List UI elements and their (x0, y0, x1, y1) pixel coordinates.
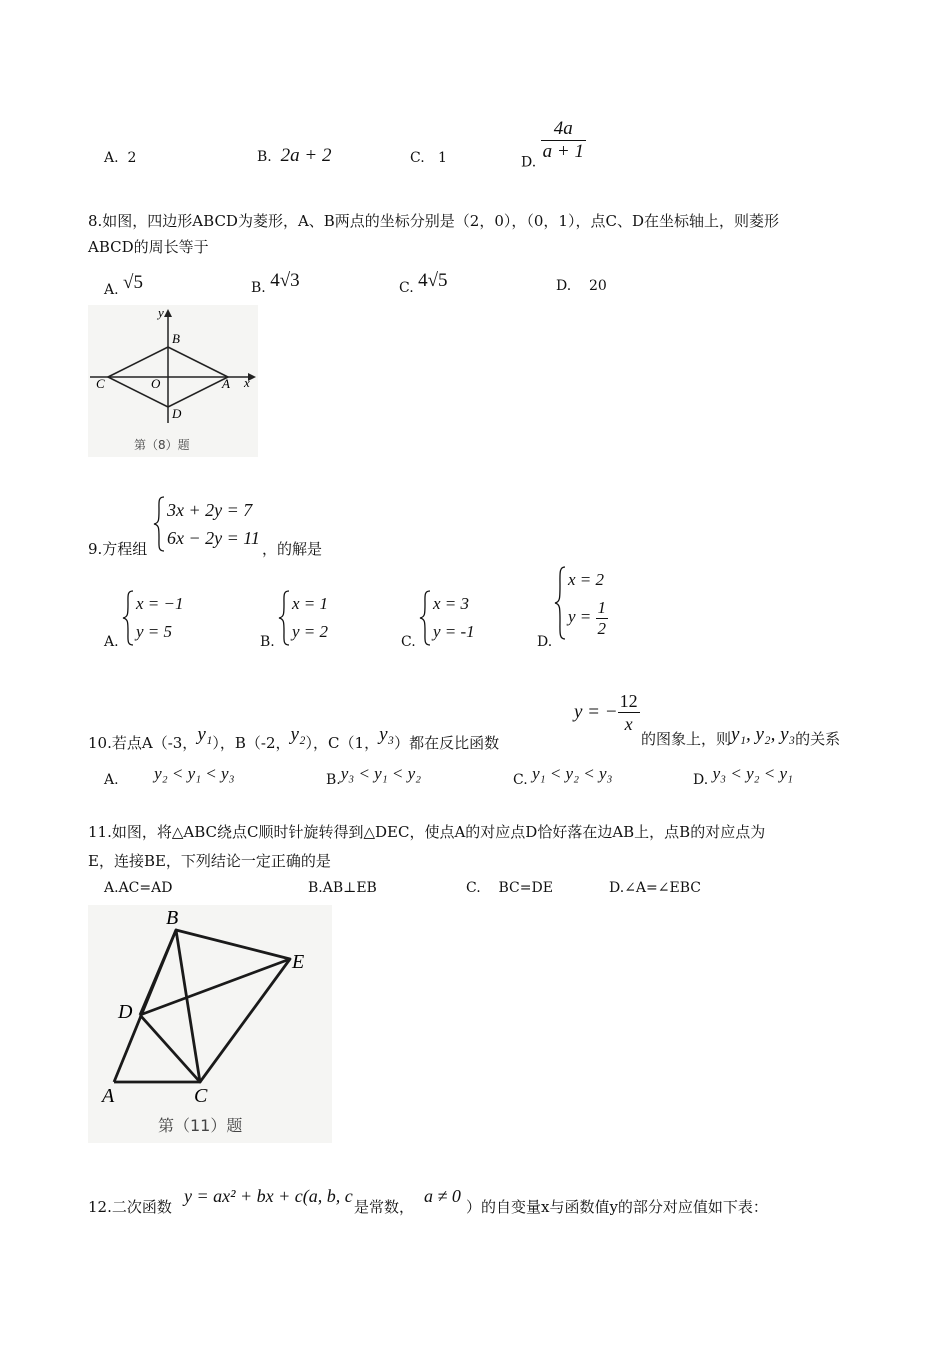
q8-figure (88, 305, 258, 457)
q9-option-d: x = 2 y = $\frac{1}{2}$ (554, 566, 608, 640)
fig11-caption: 第（11）题 (158, 1116, 243, 1135)
q9-option-a-label: A. (104, 634, 119, 650)
q12-suffix: ）的自变量x与函数值y的部分对应值如下表： (466, 1198, 768, 1216)
fig8-label-o: O (151, 376, 161, 391)
q12-condition: a ≠ 0 (424, 1186, 461, 1206)
q8-option-b: B. 4√3 (251, 270, 300, 296)
q9-option-a: x = −1 y = 5 (122, 590, 184, 646)
q11-option-b: B.AB⊥EB (308, 880, 377, 896)
q7-option-b: B. 2a + 2 (257, 145, 332, 166)
rotation-diagram (88, 905, 332, 1143)
brace-icon (419, 590, 431, 646)
fig8-label-d: D (172, 406, 182, 421)
q12-function: y = ax² + bx + c(a, b, c (184, 1186, 353, 1206)
q10-option-c: C. y₁ < y₂ < y₃ (513, 764, 613, 788)
brace-icon (122, 590, 134, 646)
q9-eq2: 6x − 2y = 11 (167, 528, 260, 548)
q12-mid: 是常数， (354, 1198, 415, 1216)
q9-option-b: x = 1 y = 2 (278, 590, 328, 646)
fig11-label-b: B (166, 907, 179, 929)
fig11-label-a: A (102, 1085, 115, 1107)
brace-icon (554, 566, 566, 640)
q8-stem-line2: ABCD的周长等于 (88, 238, 209, 256)
q10-function: y = − $\frac{12}{x}$ (574, 691, 638, 734)
q9-option-d-label: D. (537, 634, 553, 650)
q8-option-c: C. 4√5 (399, 270, 448, 296)
q9-option-c-label: C. (401, 634, 416, 650)
q7-option-d: D. $\frac{4a}{a + 1}$ (521, 118, 584, 171)
q9-suffix: ，的解是 (262, 540, 323, 558)
brace-icon (278, 590, 290, 646)
q9-option-c: x = 3 y = -1 (419, 590, 475, 646)
q10-stem: 10.若点A（-3，y₁），B（-2，y₂），C（1，y₃）都在反比函数 (88, 724, 500, 752)
q9-option-b-label: B. (260, 634, 275, 650)
fig8-label-y: y (158, 305, 164, 320)
q10-option-d: D. y₃ < y₂ < y₁ (693, 764, 793, 788)
q8-option-a: A. √5 (104, 272, 143, 298)
rhombus-diagram (88, 305, 258, 457)
q11-option-a: A.AC=AD (104, 880, 173, 896)
q7-option-c: C. 1 (410, 150, 447, 166)
fig11-label-c: C (194, 1085, 208, 1107)
fig8-label-c: C (96, 376, 105, 391)
q12-prefix: 12.二次函数 (88, 1198, 172, 1216)
q10-stem-tail: 的图象上，则y₁, y₂, y₃的关系 (641, 724, 841, 748)
q11-option-c: C. BC=DE (466, 880, 553, 896)
fig8-label-b: B (172, 331, 180, 346)
q7-option-a: A. 2 (104, 150, 137, 166)
fig8-label-a: A (222, 376, 230, 391)
fig11-label-e: E (292, 951, 305, 973)
q11-stem-line1: 11.如图，将△ABC绕点C顺时针旋转得到△DEC，使点A的对应点D恰好落在边AB上，点B的对应点为 (88, 823, 766, 841)
q11-figure (88, 905, 332, 1143)
fig11-label-d: D (118, 1001, 133, 1023)
q11-option-d: D.∠A=∠EBC (609, 880, 701, 896)
q10-option-b: B.y₃ < y₁ < y₂ (326, 764, 422, 788)
q7-d-fraction: $\frac{4a}{a + 1}$ (542, 118, 584, 162)
q10-option-a: A. y₂ < y₁ < y₃ (104, 764, 235, 788)
q11-stem-line2: E，连接BE，下列结论一定正确的是 (88, 852, 331, 870)
fig8-caption: 第（8）题 (134, 438, 190, 452)
q8-stem-line1: 8.如图，四边形ABCD为菱形，A、B两点的坐标分别是（2，0），（0，1），点C、D在坐标轴上，则菱形 (88, 212, 779, 230)
brace-icon (153, 496, 165, 552)
fig8-label-x: x (244, 375, 250, 390)
q9-system (153, 496, 260, 552)
q8-option-d: D. 20 (556, 278, 607, 294)
q9-prefix: 9.方程组 (88, 540, 148, 558)
q9-eq1: 3x + 2y = 7 (167, 500, 253, 520)
